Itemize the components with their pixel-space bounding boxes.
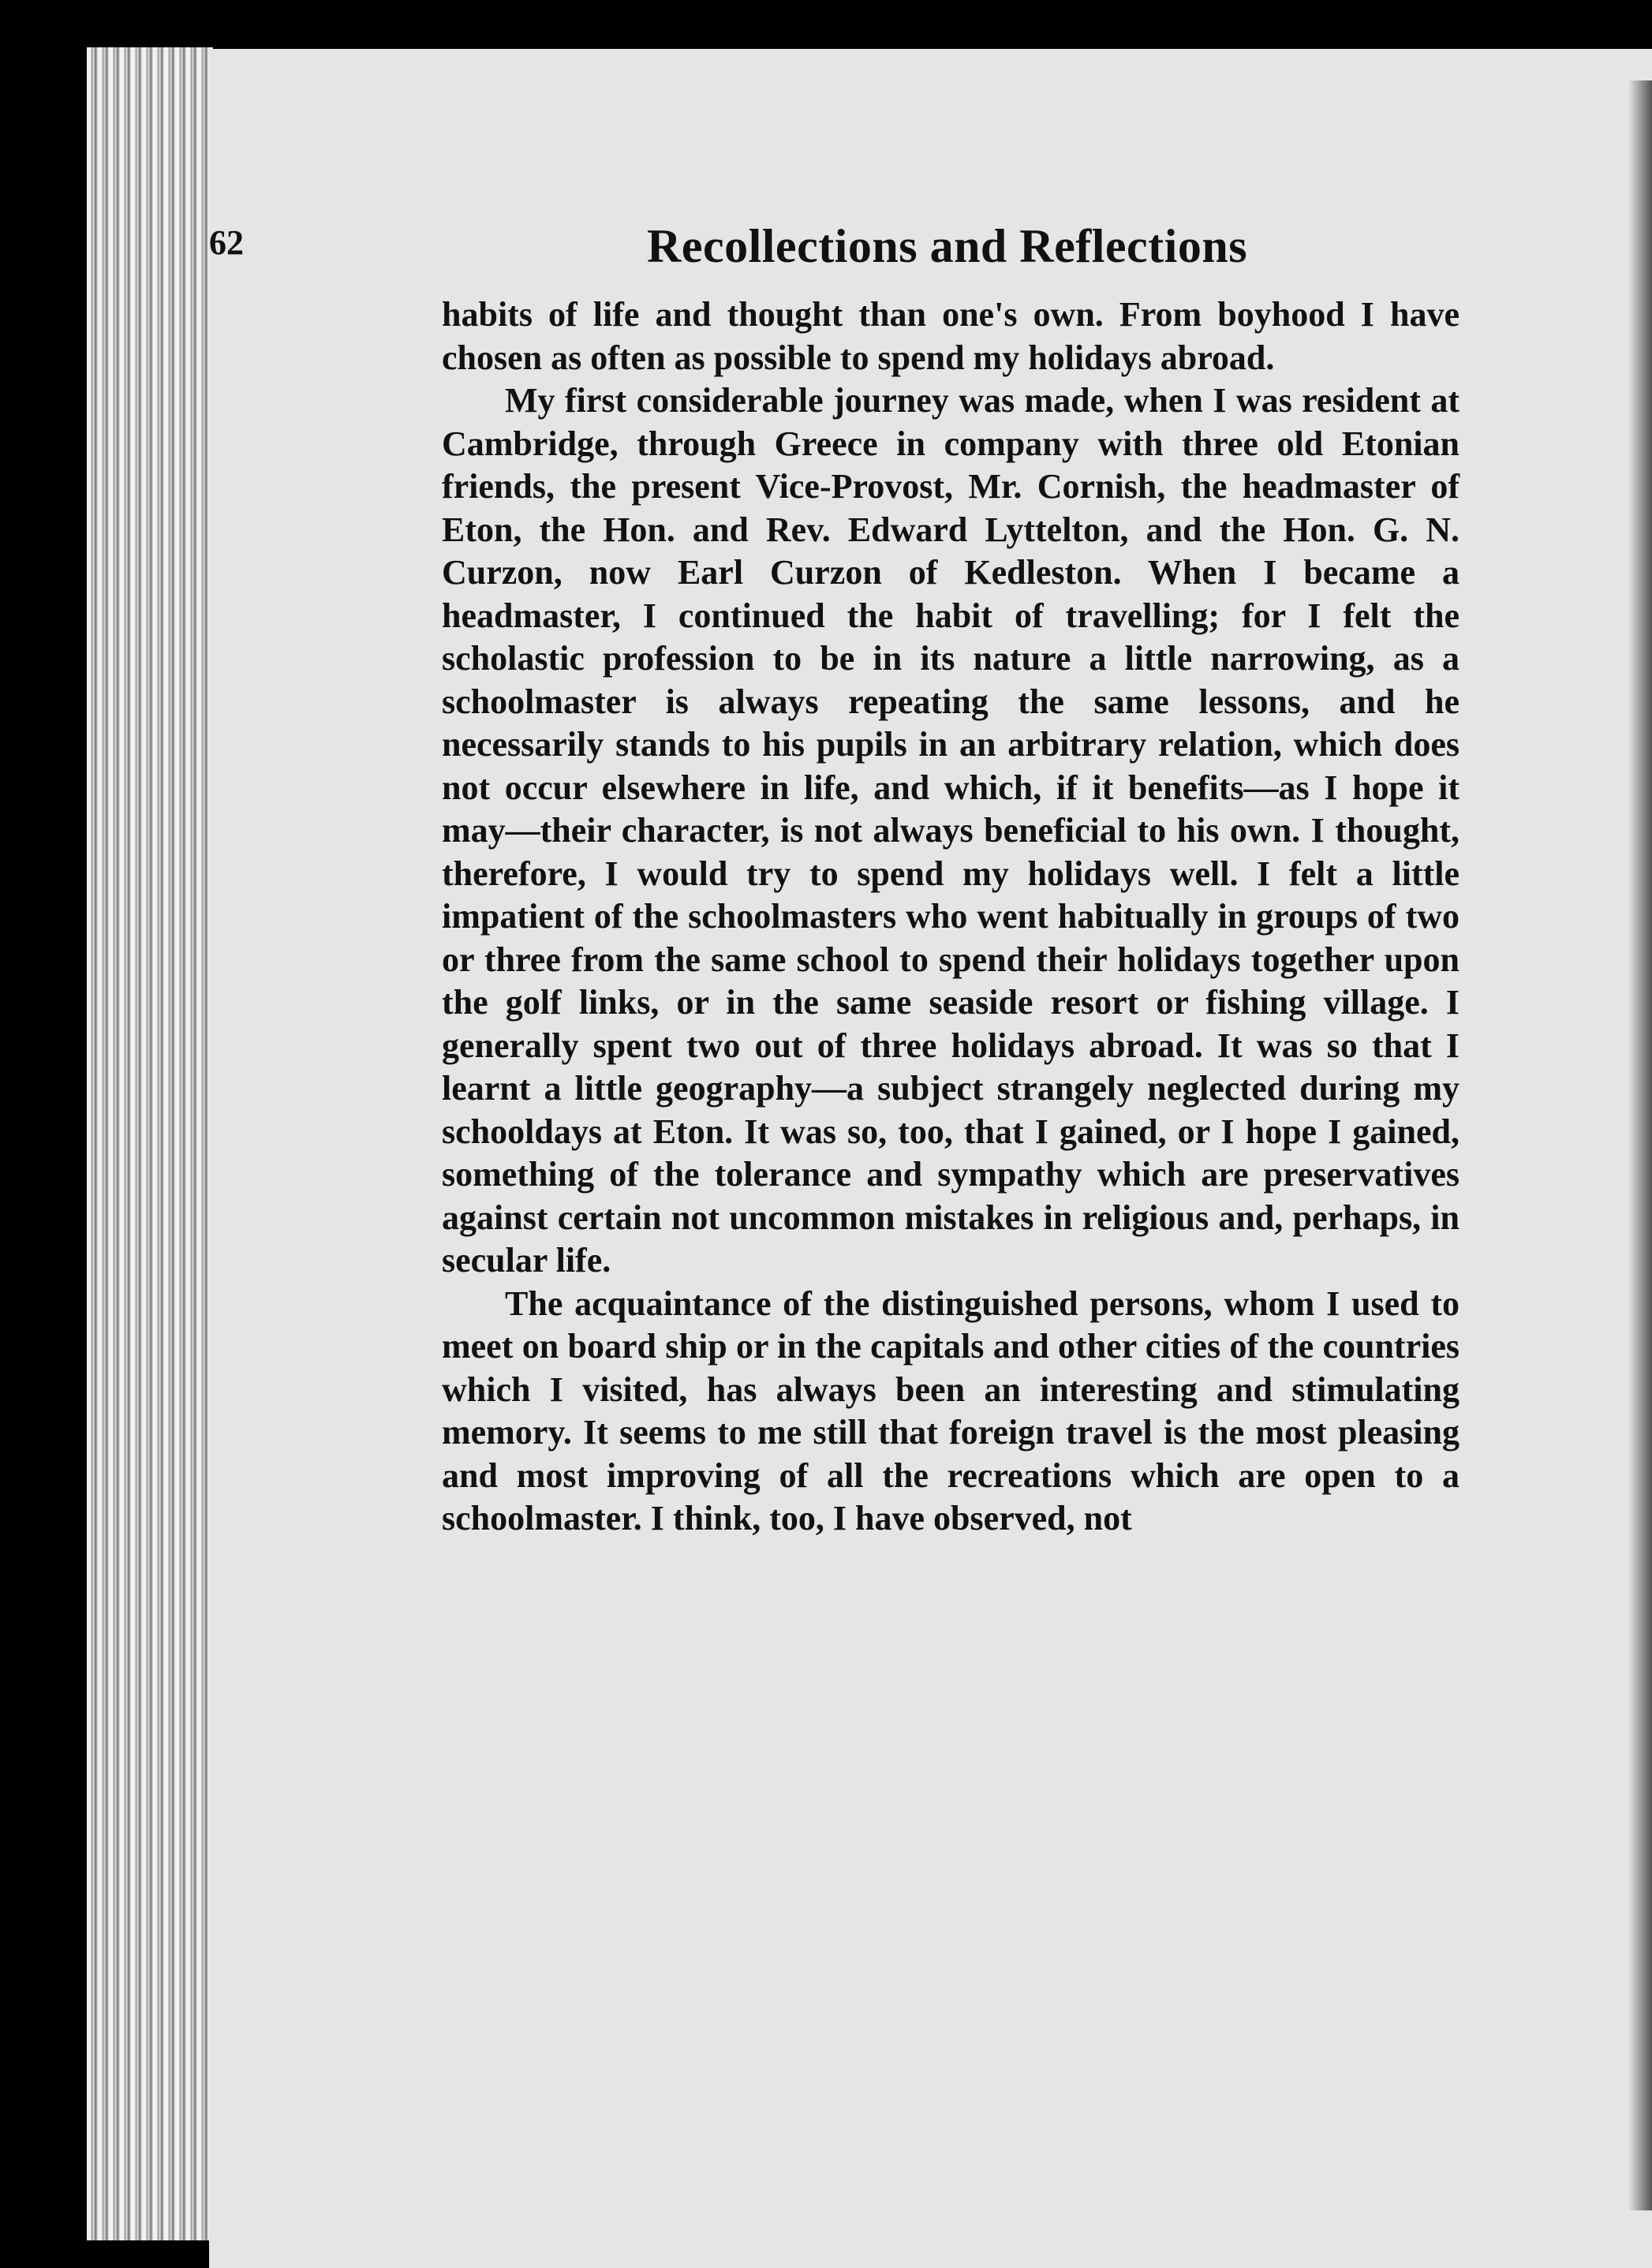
paragraph-1: habits of life and thought than one's own. From boyhood I have chosen as often as possible to spend my holidays abroad. [442,295,1460,377]
paragraph-3: The acquaintance of the distinguished persons, whom I used to meet on board ship or in the capitals and other cities of the countries which I visited, has always been an interesting and stimulating memory. It seems to me still that foreign travel is the most pleasing and most improving of all the recreations which are open to a schoolmaster. I think, too, I have observed, not [442,1283,1460,1538]
paragraph-2: My first considerable journey was made, when I was resident at Cambridge, through Greece in company with three old Etonian friends, the present Vice-Provost, Mr. Cornish, the headmaster of Eton, the Hon. and Rev. Edward Lyttelton, and the Hon. G. N. Curzon, now Earl Curzon of Kedleston. When I became a headmaster, I continued the habit of travelling; for I felt the scholastic profession to be in its nature a little narrowing, as a schoolmaster is always repeating the same lessons, and he necessarily stands to his pupils in an arbitrary relation, which does not occur elsewhere in life, and which, if it benefits—as I hope it may—their character, is not always beneficial to his own. I thought, therefore, I would try to spend my holidays well. I felt a little impatient of the schoolmasters who went habitually in groups of two or three from the same school to spend their holidays together upon the golf links, or in the same seaside resort or fishing village. I generally spent two out of three holidays abroad. It was so that I learnt a little geography—a subject strangely neglected during my schooldays at Eton. It was so, too, that I gained, or I hope I gained, something of the tolerance and sympathy which are preservatives against certain not uncommon mistakes in religious and, perhaps, in secular life. [442,381,1460,1280]
body-text [442,293,1460,1541]
page-edge-stack [87,47,213,2240]
page-number: 62 [209,223,244,262]
running-title: Recollections and Reflections [647,220,1248,272]
